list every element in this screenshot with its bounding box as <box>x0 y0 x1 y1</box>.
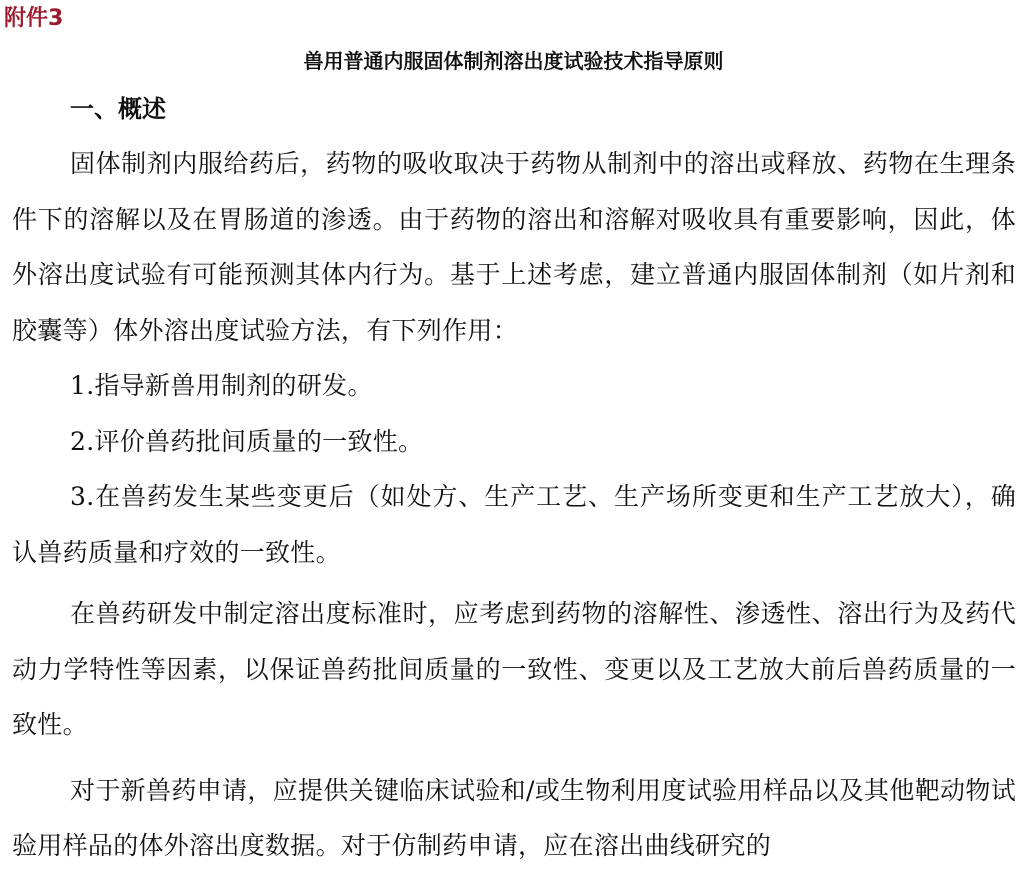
document-title: 兽用普通内服固体制剂溶出度试验技术指导原则 <box>303 49 724 73</box>
paragraph-standards: 在兽药研发中制定溶出度标准时，应考虑到药物的溶解性、渗透性、溶出行为及药代动力学特性等因素，以保证兽药批间质量的一致性、变更以及工艺放大前后兽药质量的一致性。 <box>12 599 1016 739</box>
section-heading: 一、概述 <box>70 95 166 123</box>
attachment-label: 附件3 <box>4 6 64 31</box>
list-item-2: 2.评价兽药批间质量的一致性。 <box>70 426 424 456</box>
document-body <box>12 136 1016 874</box>
paragraph-overview: 固体制剂内服给药后，药物的吸收取决于药物从制剂中的溶出或释放、药物在生理条件下的溶解以及在胃肠道的渗透。由于药物的溶出和溶解对吸收具有重要影响，因此，体外溶出度试验有可能预测其体内行为。基于上述考虑，建立普通内服固体制剂（如片剂和胶囊等）体外溶出度试验方法，有下列作用： <box>12 149 1016 345</box>
paragraph-applications: 对于新兽药申请，应提供关键临床试验和/或生物利用度试验用样品以及其他靶动物试验用样品的体外溶出度数据。对于仿制药申请，应在溶出曲线研究的 <box>12 775 1016 860</box>
list-item-1: 1.指导新兽用制剂的研发。 <box>70 371 373 400</box>
list-item-3: 3.在兽药发生某些变更后（如处方、生产工艺、生产场所变更和生产工艺放大），确认兽药质量和疗效的一致性。 <box>12 482 1016 567</box>
